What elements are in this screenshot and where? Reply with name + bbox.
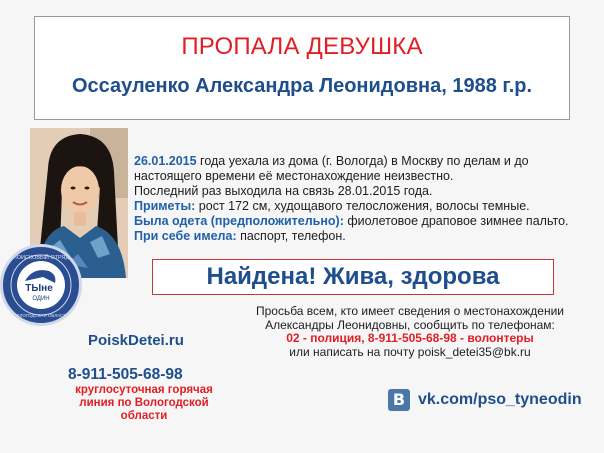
website-link[interactable]: PoiskDetei.ru	[88, 332, 184, 349]
signs-label: Приметы:	[134, 199, 196, 213]
found-status-banner: Найдена! Жива, здорова	[152, 259, 554, 295]
story-line-2: настоящего времени её местонахождение неизвестно.	[134, 169, 454, 183]
clothes-value: фиолетовое драповое зимнее пальто.	[343, 214, 569, 228]
appeal-line-1: Просьба всем, кто имеет сведения о местонахождении	[255, 304, 565, 318]
emblem-center-text: ТЫне	[25, 283, 53, 294]
signs-value: рост 172 см, худощавого телосложения, волосы темные.	[195, 199, 530, 213]
vk-logo-icon: В	[388, 389, 410, 411]
story-line-1	[134, 154, 574, 169]
contact-appeal	[240, 305, 580, 359]
carried-value: паспорт, телефон.	[236, 229, 346, 243]
search-team-emblem-icon	[0, 244, 82, 326]
story-signs	[134, 199, 574, 214]
hotline-phone: 8-911-505-68-98	[68, 366, 183, 383]
story-text	[134, 154, 574, 244]
appeal-line-2: Александры Леонидовны, сообщить по телефонам:	[265, 317, 555, 332]
poster-title: ПРОПАЛА ДЕВУШКА	[181, 33, 423, 60]
emblem-top-text: ПОИСКОВЫЙ ОТРЯД	[12, 255, 70, 261]
carried-label: При себе имела:	[134, 229, 237, 243]
emblem-bottom-text: ВОЛОГОДСКАЯ ОБЛАСТЬ	[13, 313, 69, 318]
person-name: Оссауленко Александра Леонидовна, 1988 г.р.	[71, 75, 533, 97]
header-box	[34, 16, 570, 120]
hotline-description: круглосуточная горячая линия по Вологодской области	[75, 384, 213, 422]
clothes-label: Была одета (предположительно):	[134, 214, 344, 228]
story-line-1-rest: года уехала из дома (г. Вологда) в Москву по делам и до	[196, 154, 529, 168]
emblem-drawing	[3, 247, 79, 323]
story-line-3: Последний раз выходила на связь 28.01.2015 года.	[134, 184, 433, 198]
email-line: или написать на почту poisk_detei35@bk.ru	[289, 344, 531, 359]
vk-link[interactable]	[388, 387, 582, 413]
story-carried	[134, 229, 574, 244]
vk-url[interactable]: vk.com/pso_tyneodin	[418, 391, 582, 408]
story-clothes	[134, 214, 574, 229]
emblem-center-sub: ОДИН	[32, 296, 50, 302]
phones-line: 02 - полиция, 8-911-505-68-98 - волонтеры	[286, 331, 534, 345]
story-date: 26.01.2015	[134, 154, 197, 168]
